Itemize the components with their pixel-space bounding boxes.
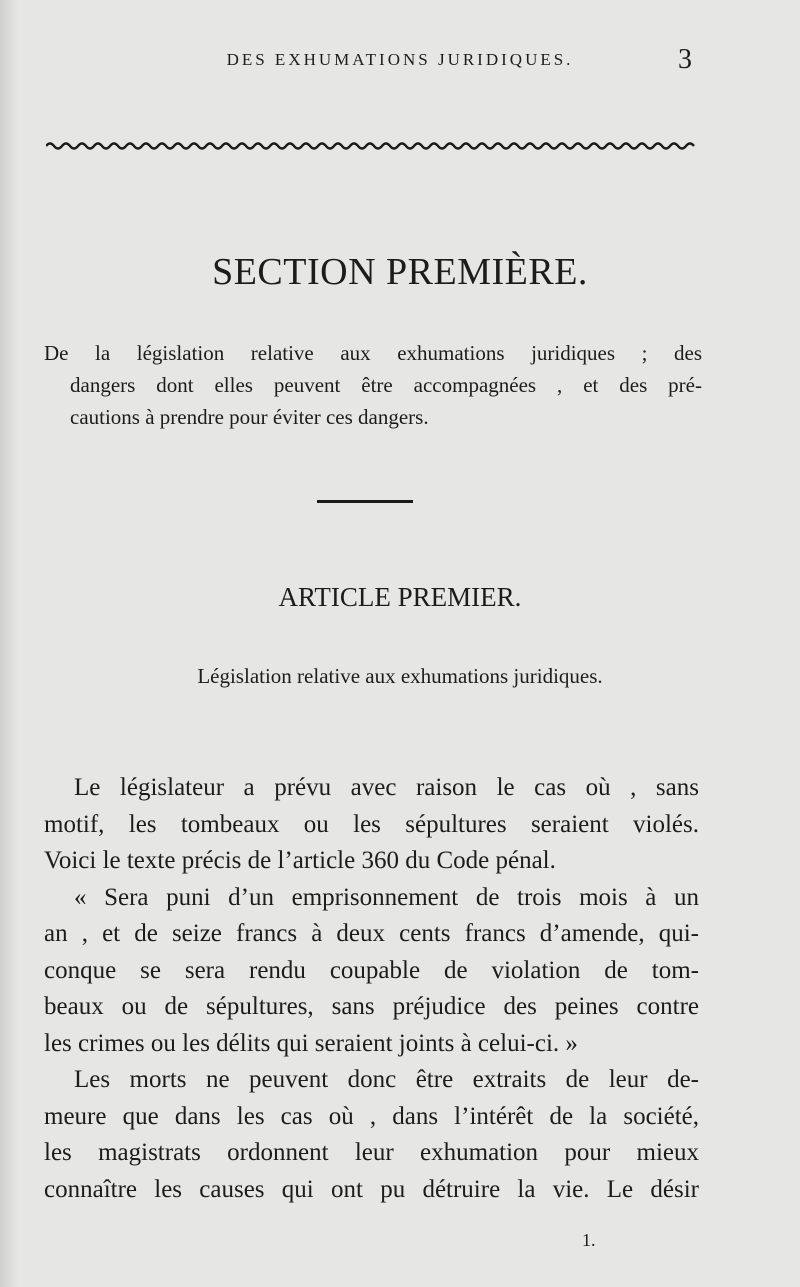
section-description-line: dangers dont elles peuvent être accompagnées , et des pré-: [70, 373, 702, 397]
body-line: motif, les tombeaux ou les sépultures seraient violés.: [44, 810, 699, 838]
body-line: Le législateur a prévu avec raison le cas où , sans: [74, 774, 699, 801]
body-line: meure que dans les cas où , dans l’intérêt de la société,: [44, 1102, 699, 1130]
section-description: [44, 337, 702, 433]
section-divider: [317, 500, 413, 503]
running-head: [0, 44, 800, 74]
body-line: « Sera puni d’un emprisonnement de trois mois à un: [74, 883, 699, 911]
body-line: connaître les causes qui ont pu détruire la vie. Le désir: [44, 1175, 699, 1203]
body-line: conque se sera rendu coupable de violation de tom-: [44, 956, 699, 984]
article-subtitle: Législation relative aux exhumations juridiques.: [197, 664, 603, 688]
body-text: [44, 770, 699, 1208]
body-line: an , et de seize francs à deux cents francs d’amende, qui-: [44, 920, 699, 947]
page-number: 3: [678, 44, 692, 75]
signature-mark: 1.: [582, 1230, 596, 1250]
page-edge-shadow: [0, 0, 18, 1287]
article-title: ARTICLE PREMIER.: [278, 582, 522, 612]
section-description-line: De la législation relative aux exhumations juridiques ; des: [44, 341, 702, 365]
body-line: Les morts ne peuvent donc être extraits de leur de-: [74, 1066, 699, 1093]
section-title: SECTION PREMIÈRE.: [212, 251, 588, 293]
decorative-wavy-rule: [46, 140, 696, 152]
body-line: beaux ou de sépultures, sans préjudice des peines contre: [44, 993, 699, 1020]
body-line: Voici le texte précis de l’article 360 du Code pénal.: [44, 847, 556, 874]
section-description-line: cautions à prendre pour éviter ces dangers.: [70, 405, 429, 429]
body-line: les magistrats ordonnent leur exhumation pour mieux: [44, 1139, 699, 1166]
body-line: les crimes ou les délits qui seraient joints à celui-ci. »: [44, 1029, 578, 1057]
running-head-title: DES EXHUMATIONS JURIDIQUES.: [226, 50, 574, 69]
